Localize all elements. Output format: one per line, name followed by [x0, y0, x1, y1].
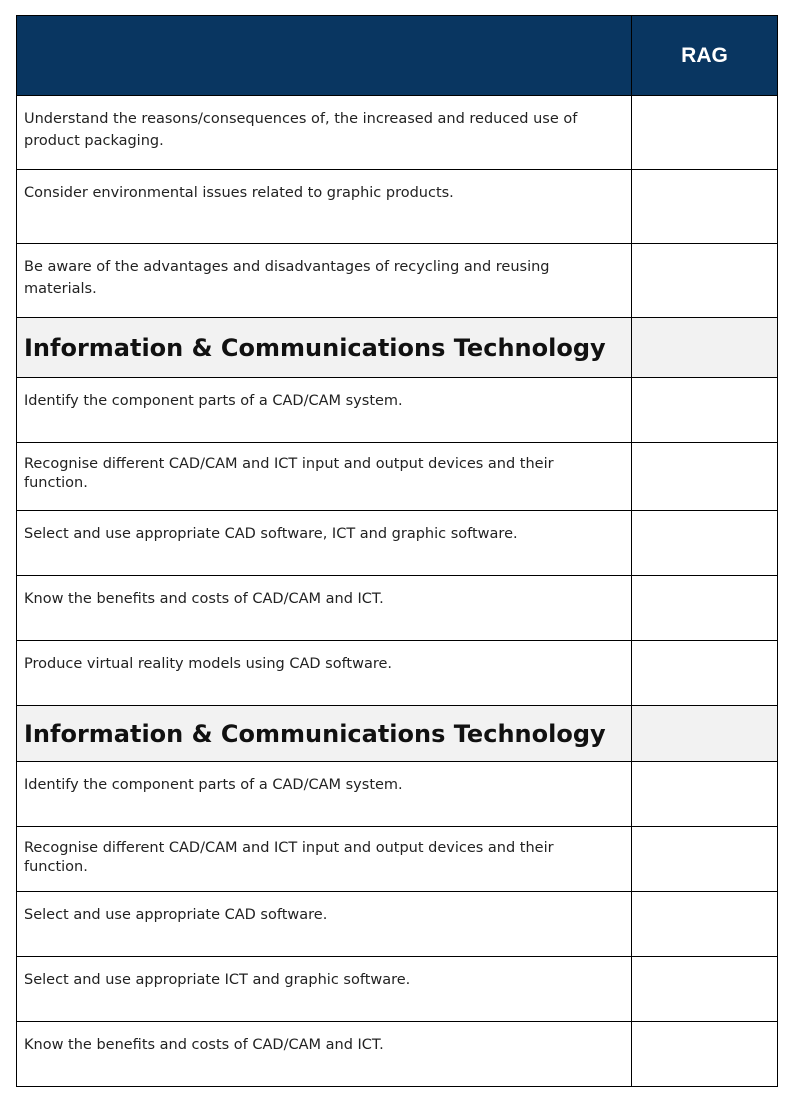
objective-text: Produce virtual reality models using CAD software.: [24, 656, 393, 672]
section-title: Information & Communications Technology: [17, 318, 632, 378]
section-header-row: [17, 318, 778, 378]
rag-cell[interactable]: [632, 96, 778, 170]
objective-text: Recognise different CAD/CAM and ICT input and output devices and their function.: [24, 840, 554, 875]
rag-header: RAG: [632, 16, 778, 96]
rag-cell[interactable]: [632, 244, 778, 318]
rag-cell[interactable]: [632, 511, 778, 576]
objective-text: Consider environmental issues related to graphic products.: [24, 185, 454, 201]
table-row: [17, 827, 778, 892]
table-row: [17, 378, 778, 443]
header-row: [17, 16, 778, 96]
section-rag-cell: [632, 706, 778, 762]
rag-cell[interactable]: [632, 170, 778, 244]
rag-cell[interactable]: [632, 892, 778, 957]
rag-cell[interactable]: [632, 443, 778, 511]
rag-table: [16, 15, 778, 1087]
table-row: [17, 957, 778, 1022]
table-row: [17, 511, 778, 576]
objective-text: Understand the reasons/consequences of, the increased and reduced use of product packaging.: [24, 111, 578, 149]
header-blank-cell: [17, 16, 632, 96]
table-row: [17, 762, 778, 827]
objective-text: Recognise different CAD/CAM and ICT input and output devices and their function.: [24, 456, 554, 491]
section-rag-cell: [632, 318, 778, 378]
table-row: [17, 170, 778, 244]
objective-text: Know the benefits and costs of CAD/CAM and ICT.: [24, 591, 384, 607]
rag-cell[interactable]: [632, 957, 778, 1022]
rag-cell[interactable]: [632, 762, 778, 827]
objective-text: Know the benefits and costs of CAD/CAM and ICT.: [24, 1037, 384, 1053]
rag-cell[interactable]: [632, 827, 778, 892]
table-row: [17, 1022, 778, 1087]
objective-text: Identify the component parts of a CAD/CAM system.: [24, 777, 403, 793]
table-row: [17, 641, 778, 706]
objective-text: Select and use appropriate CAD software.: [24, 907, 328, 923]
section-title: Information & Communications Technology: [17, 706, 632, 762]
table-row: [17, 576, 778, 641]
rag-cell[interactable]: [632, 378, 778, 443]
rag-cell[interactable]: [632, 1022, 778, 1087]
objective-text: Select and use appropriate ICT and graphic software.: [24, 972, 411, 988]
objective-text: Select and use appropriate CAD software, ICT and graphic software.: [24, 526, 518, 542]
rag-cell[interactable]: [632, 576, 778, 641]
table-row: [17, 244, 778, 318]
table-row: [17, 443, 778, 511]
table-row: [17, 892, 778, 957]
table-row: [17, 96, 778, 170]
section-header-row: [17, 706, 778, 762]
objective-text: Be aware of the advantages and disadvantages of recycling and reusing materials.: [24, 259, 550, 297]
objective-text: Identify the component parts of a CAD/CAM system.: [24, 393, 403, 409]
rag-cell[interactable]: [632, 641, 778, 706]
